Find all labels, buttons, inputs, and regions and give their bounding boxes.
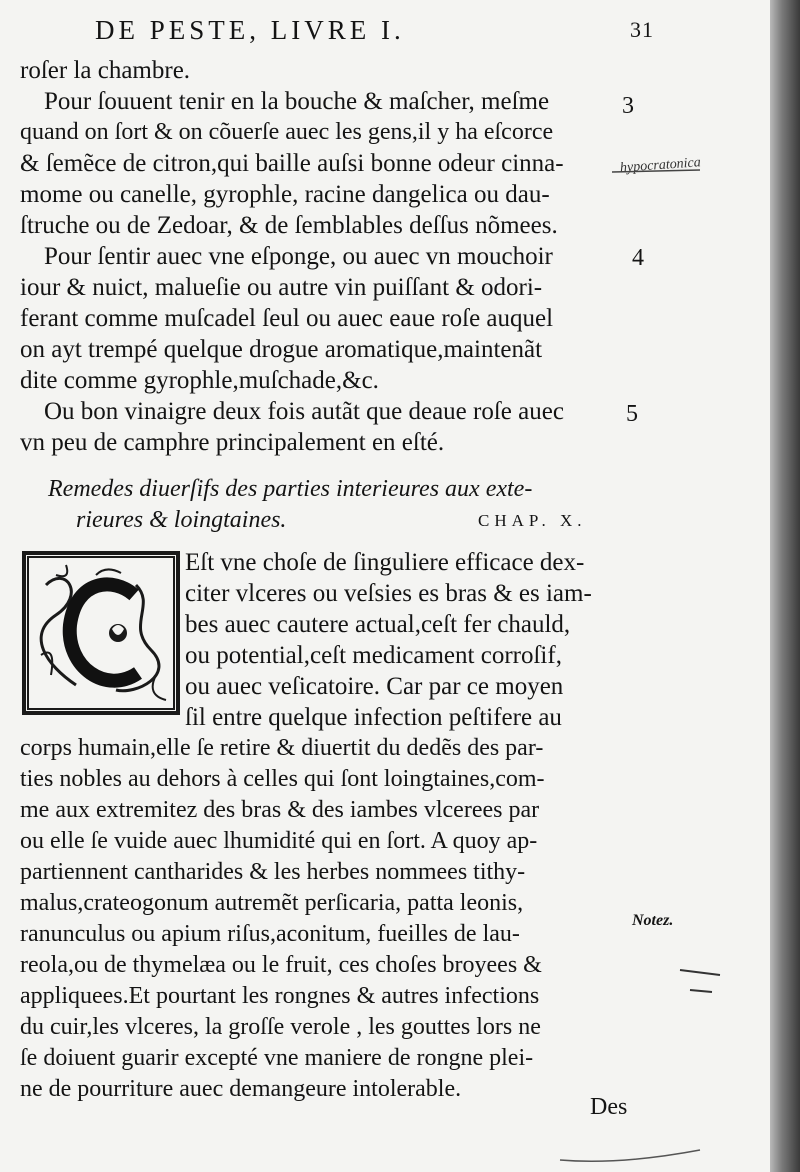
margin-number: 3: [622, 93, 634, 119]
margin-note: Notez.: [632, 912, 674, 929]
text-line: Ou bon vinaigre deux fois autãt que deaue roſe auec: [44, 398, 564, 425]
text-line: ſtruche ou de Zedoar, & de ſemblables deſſus nõmees.: [20, 212, 558, 239]
text-line: me aux extremitez des bras & des iambes vlcerees par: [20, 797, 540, 823]
text-line: roſer la chambre.: [20, 57, 191, 84]
text-line: Pour ſentir auec vne eſponge, ou auec vn mouchoir: [44, 243, 553, 270]
text-line: & ſemẽce de citron,qui baille auſsi bonne odeur cinna-: [20, 150, 564, 177]
handwritten-annotation: hypocratonica: [619, 155, 702, 176]
text-line: ou potential,ceſt medicament corroſif,: [185, 642, 562, 669]
text-line: on ayt trempé quelque drogue aromatique,maintenãt: [20, 336, 543, 363]
page-number: 31: [630, 17, 654, 42]
text-line: ne de pourriture auec demangeure intolerable.: [20, 1076, 462, 1102]
text-line: dite comme gyrophle,muſchade,&c.: [20, 367, 379, 394]
chapter-number: CHAP. X.: [478, 511, 587, 530]
text-line: ou elle ſe vuide auec lhumidité qui en ſort. A quoy ap-: [20, 828, 538, 854]
text-line: partiennent cantharides & les herbes nommees tithy-: [20, 859, 526, 885]
margin-number: 5: [626, 401, 638, 427]
text-line: corps humain,elle ſe retire & diuertit du dedẽs des par-: [20, 735, 544, 761]
text-line: ſil entre quelque infection peſtifere au: [185, 704, 562, 731]
text-line: citer vlceres ou veſsies es bras & es iam-: [185, 580, 592, 607]
text-line: mome ou canelle, gyrophle, racine dangelica ou dau-: [20, 181, 550, 208]
text-line: ou auec veſicatoire. Car par ce moyen: [185, 673, 564, 700]
catchword: Des: [590, 1094, 628, 1120]
text-line: Pour ſouuent tenir en la bouche & maſcher, meſme: [44, 88, 550, 115]
text-line: du cuir,les vlceres, la groſſe verole , les gouttes lors ne: [20, 1014, 541, 1040]
text-line: Eſt vne choſe de ſinguliere efficace dex-: [185, 549, 585, 576]
margin-number: 4: [632, 245, 644, 271]
book-gutter: [770, 0, 800, 1172]
text-line: ferant comme muſcadel ſeul ou auec eaue roſe auquel: [20, 305, 554, 332]
text-line: iour & nuict, malueſie ou autre vin puiſſant & odori-: [20, 274, 543, 301]
text-line: ſe doiuent guarir excepté vne maniere de rongne plei-: [20, 1045, 534, 1071]
text-line: ranunculus ou apium riſus,aconitum, fueilles de lau-: [20, 921, 520, 947]
text-line: ties nobles au dehors à celles qui ſont loingtaines,com-: [20, 766, 545, 792]
text-line: bes auec cautere actual,ceſt fer chauld,: [185, 611, 571, 638]
chapter-heading: Remedes diuerſifs des parties interieures aux exte-: [48, 476, 533, 502]
text-line: vn peu de camphre principalement en eſté.: [20, 429, 445, 456]
running-title: DE PESTE, LIVRE I.: [95, 15, 405, 45]
text-line: quand on ſort & on cõuerſe auec les gens,il y ha eſcorce: [20, 119, 554, 145]
text-line: reola,ou de thymelæa ou le fruit, ces choſes broyees &: [20, 952, 542, 978]
text-line: malus,crateogonum autremẽt perſicaria, patta leonis,: [20, 890, 524, 916]
chapter-heading: rieures & loingtaines.: [76, 507, 287, 533]
text-line: appliquees.Et pourtant les rongnes & autres infections: [20, 983, 540, 1009]
